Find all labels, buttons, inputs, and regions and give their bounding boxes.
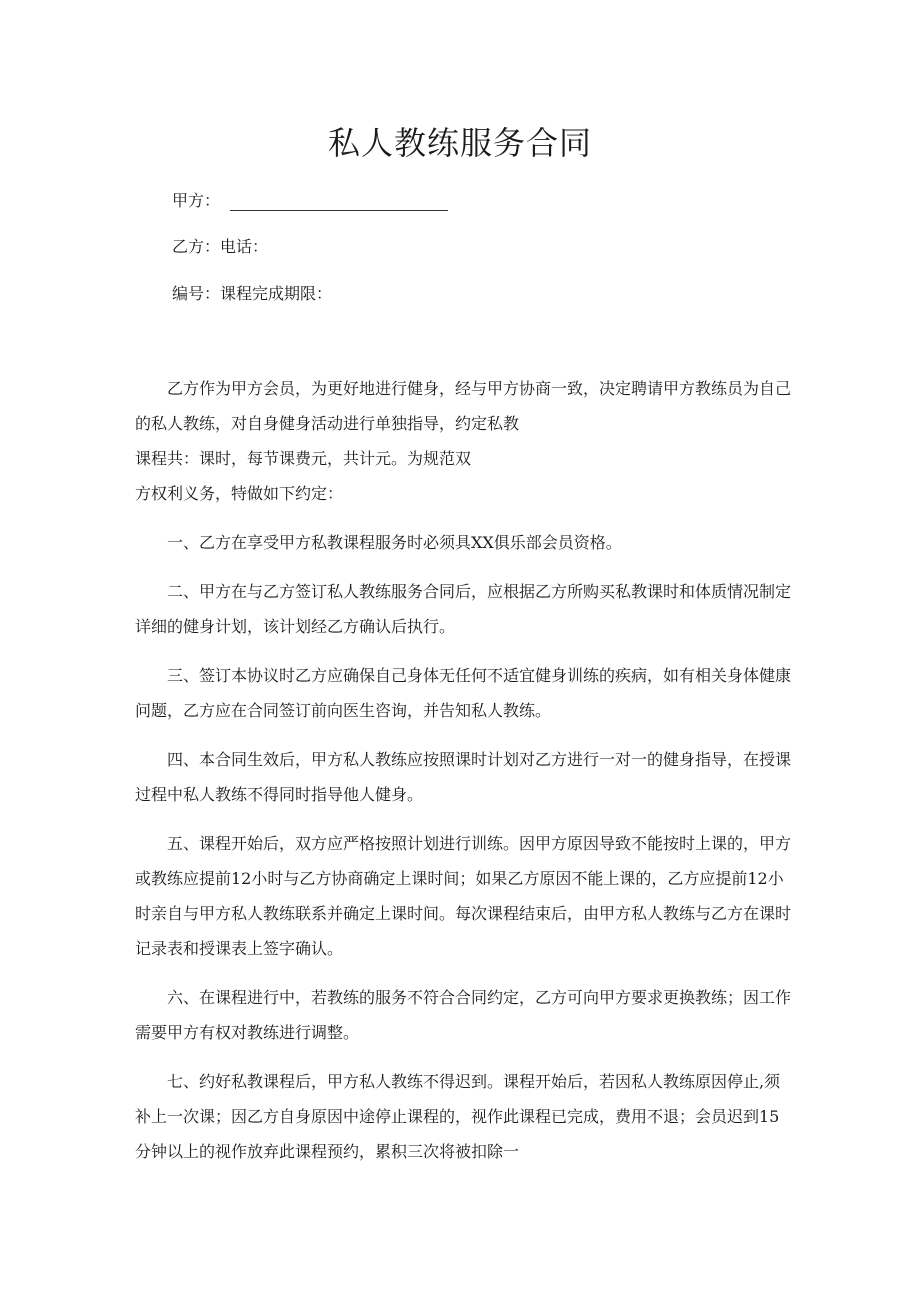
party-a-blank-line <box>230 193 448 211</box>
number-field: 编号：课程完成期限： <box>172 284 333 303</box>
contract-body <box>135 371 795 1183</box>
clause-1: 一、乙方在享受甲方私教课程服务时必须具XX俱乐部会员资格。 <box>167 533 622 552</box>
clause-4: 四、本合同生效后，甲方私人教练应按照课时计划对乙方进行一对一的健身指导，在授课过程中私人教练不得同时指导他人健身。 <box>135 750 792 804</box>
clause-5: 五、课程开始后，双方应严格按照计划进行训练。因甲方原因导致不能按时上课的，甲方或教练应提前12小时与乙方协商确定上课时间；如果乙方原因不能上课的，乙方应提前12小时亲自与甲方私人教练联系并确定上课时间。每次课程结束后，由甲方私人教练与乙方在课时记录表和授课表上签字确认。 <box>135 834 792 958</box>
clause-7: 七、约好私教课程后，甲方私人教练不得迟到。课程开始后，若因私人教练原因停止,须补上一次课；因乙方自身原因中途停止课程的，视作此课程已完成，费用不退；会员迟到15分钟以上的视作放弃此课程预约，累积三次将被扣除一 <box>135 1072 781 1161</box>
party-a-field <box>172 188 448 211</box>
clause-2: 二、甲方在与乙方签订私人教练服务合同后，应根据乙方所购买私教课时和体质情况制定详细的健身计划，该计划经乙方确认后执行。 <box>135 582 792 636</box>
intro-paragraph-line3: 方权利义务，特做如下约定： <box>135 484 344 503</box>
intro-paragraph-line1: 乙方作为甲方会员，为更好地进行健身，经与甲方协商一致，决定聘请甲方教练员为自己的私人教练，对自身健身活动进行单独指导，约定私教 <box>135 379 792 433</box>
clause-6: 六、在课程进行中，若教练的服务不符合合同约定，乙方可向甲方要求更换教练；因工作需要甲方有权对教练进行调整。 <box>135 988 792 1042</box>
party-a-label: 甲方： <box>172 191 221 210</box>
clause-3: 三、签订本协议时乙方应确保自己身体无任何不适宜健身训练的疾病，如有相关身体健康问题，乙方应在合同签订前向医生咨询，并告知私人教练。 <box>135 666 792 720</box>
intro-paragraph-line2: 课程共：课时，每节课费元，共计元。为规范双 <box>135 449 472 468</box>
party-b-field: 乙方：电话： <box>172 237 269 256</box>
document-title: 私人教练服务合同 <box>327 124 592 162</box>
